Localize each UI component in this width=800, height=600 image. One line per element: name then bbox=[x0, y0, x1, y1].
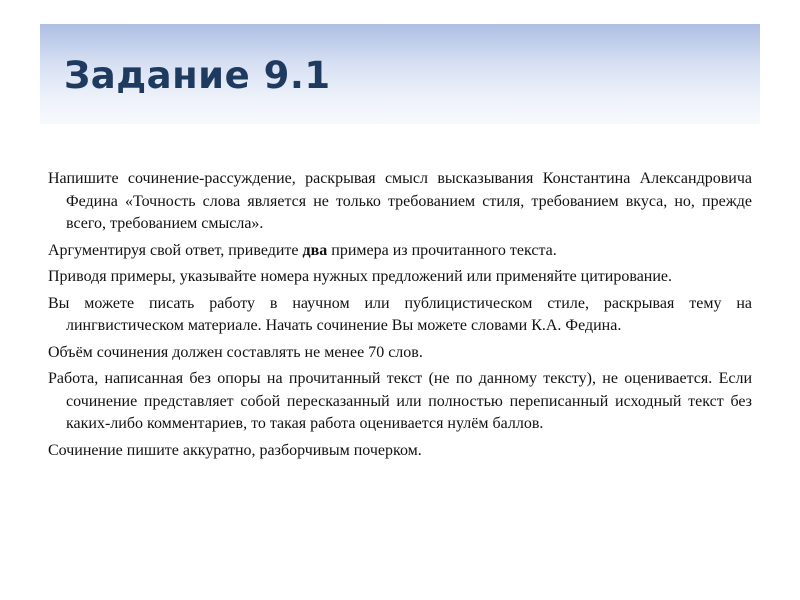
slide-body bbox=[48, 168, 752, 466]
paragraph-arguments-bold: два bbox=[302, 241, 328, 259]
paragraph-length: Объём сочинения должен составлять не менее 70 слов. bbox=[48, 343, 423, 361]
paragraph-examples: Приводя примеры, указывайте номера нужных предложений или применяйте цитирование. bbox=[48, 268, 673, 285]
paragraph-evaluation: Работа, написанная без опоры на прочитанный текст (не по данному тексту), не оценивается. Если сочинение представляет собой пересказанный или полностью переписанный исходный текст без каких-либо комментариев, то такая работа оценивается нулём баллов. bbox=[48, 370, 752, 432]
paragraph-task: Напишите сочинение-рассуждение, раскрывая смысл высказывания Константина Александровича Федина «Точность слова является не только требованием стиля, требованием вкуса, но, прежде всего, требованием смысла». bbox=[48, 170, 752, 232]
paragraph-arguments-after: примера из прочитанного текста. bbox=[327, 241, 557, 259]
paragraph-style: Вы можете писать работу в научном или публицистическом стиле, раскрывая тему на лингвистическом материале. Начать сочинение Вы можете словами К.А. Федина. bbox=[48, 294, 752, 334]
paragraph-arguments bbox=[48, 240, 752, 263]
paragraph-handwriting: Сочинение пишите аккуратно, разборчивым почерком. bbox=[48, 441, 422, 459]
slide-title: Задание 9.1 bbox=[64, 54, 331, 97]
paragraph-arguments-before: Аргументируя свой ответ, приведите bbox=[48, 241, 303, 259]
